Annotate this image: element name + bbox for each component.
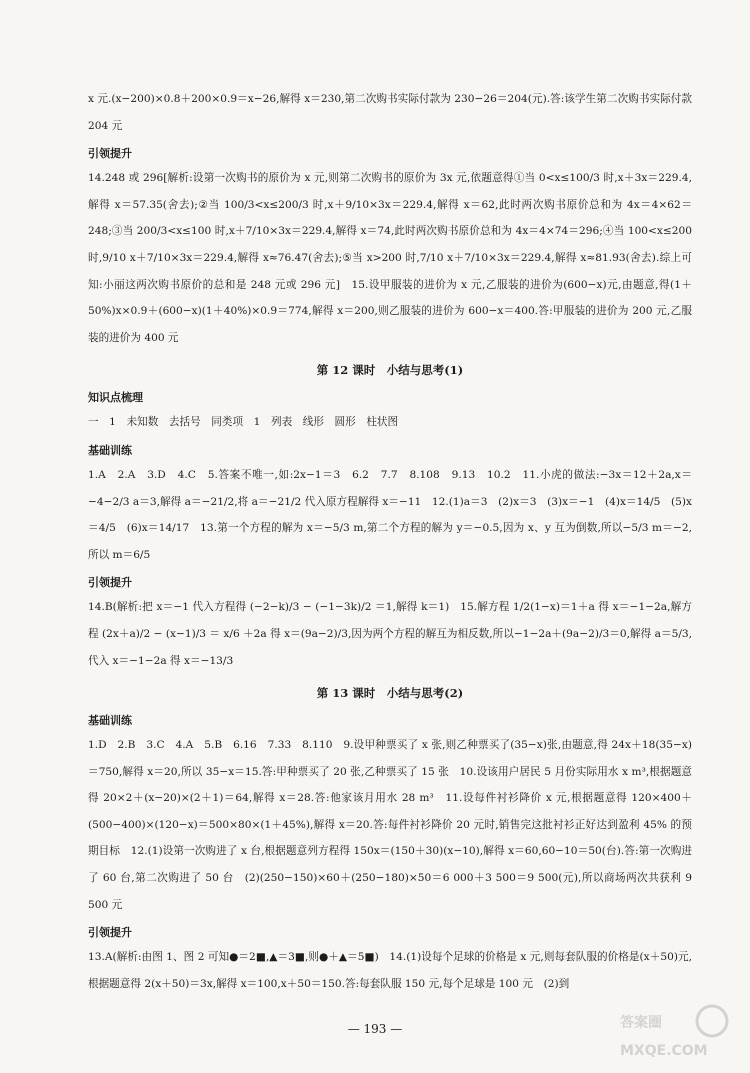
page-number: — 193 — [347, 1022, 403, 1036]
lesson-13-title: 第 13 课时 小结与思考(2) [316, 686, 464, 701]
section-heading-yinling-2: 引领提升 [88, 576, 132, 590]
jichu-answers-lesson13: 1.D 2.B 3.C 4.A 5.B 6.16 7.33 8.110 9.设甲种票买了 x 张,则乙种票买了(35−x)张,由题意,得 24x＋18(35−x)＝750,解得 x＝20,所以 35−x＝15.答:甲种票买了 20 张,乙种票买了 15 张 10.设该用户居民 5 月份实际用水 x m³,根据题意得 20×2＋(x−20)×(2＋1)＝64,解得 x＝28.答:他家该月用水 28 m³ 11.设每件衬衫降价 x 元,根据题意得 120×400＋(500−400)×(120−x)＝500×80×(1＋45%),解得 x＝20.答:每件衬衫降价 20 元时,销售完这批衬衫正好达到盈利 45% 的预期目标 12.(1)设第一次购进了 x 台,根据题意列方程得 150x＝(150＋30)(x−10),解得 x＝60,60−10＝50(台).答:第一次购进了 60 台,第二次购进了 50 台 (2)(250−150)×60＋(250−180)×50＝6 000＋3 500＝9 500(元),所以商场两次共获利 9 500 元 [88, 739, 692, 911]
section-heading-yinling-3: 引领提升 [88, 926, 132, 940]
section-heading-jichu-1: 基础训练 [88, 443, 132, 457]
answer-paragraph-14-15: 14.248 或 296[解析:设第一次购书的原价为 x 元,则第二次购书的原价为 3x 元,依题意得①当 0<x≤100/3 时,x＋3x＝229.4,解得 x＝57.35(舍去);②当 100/3<x≤200/3 时,x＋9/10×3x＝229.4,解得 x＝62,此时两次购书原价总和为 4x＝4×62＝248;③当 200/3<x≤100 时,x＋7/10×3x＝229.4,解得 x＝74,此时两次购书原价总和为 4x＝4×74＝296;④当 100<x≤200 时,9/10 x＋7/10×3x＝229.4,解得 x≈76.47(舍去);⑤当 x>200 时,7/10 x＋7/10×3x＝229.4,解得 x≈81.93(舍去).综上可知:小丽这两次购书原价的总和是 248 元或 296 元] 15.设甲服装的进价为 x 元,乙服装的进价为(600−x)元,由题意,得(1＋50%)x×0.9＋(600−x)(1＋40%)×0.9＝774,解得 x＝200,则乙服装的进价为 600−x＝400.答:甲服装的进价为 200 元,乙服装的进价为 400 元 [88, 172, 692, 344]
section-heading-jichu-2: 基础训练 [88, 714, 132, 728]
watermark-logo [616, 1001, 736, 1063]
watermark-line1: 答案圈 [620, 1015, 662, 1031]
watermark-line2: MXQE.COM [620, 1043, 708, 1059]
section-heading-zhishidian: 知识点梳理 [88, 391, 143, 405]
answer-paragraph-top: x 元.(x−200)×0.8＋200×0.9＝x−26,解得 x＝230,第二次购书实际付款为 230−26＝204(元).答:该学生第二次购书实际付款 204 元 [88, 93, 692, 132]
page-content [88, 86, 692, 997]
section-heading-yinling-1: 引领提升 [88, 147, 132, 161]
jichu-answers-lesson12: 1.A 2.A 3.D 4.C 5.答案不唯一,如:2x−1＝3 6.2 7.7 8.108 9.13 10.2 11.小虎的做法:−3x＝12＋2a,x＝−4−2/3 a＝3,解得 a＝−21/2,将 a＝−21/2 代入原方程解得 x＝−11 12.(1)a＝3 (2)x＝3 (3)x＝−1 (4)x＝14/5 (5)x＝4/5 (6)x＝14/17 13.第一个方程的解为 x＝−5/3 m,第二个方程的解为 y＝−0.5,因为 x、y 互为倒数,所以−5/3 m＝−2,所以 m＝6/5 [88, 468, 692, 561]
yinling-answers-lesson12: 14.B(解析:把 x＝−1 代入方程得 (−2−k)/3 − (−1−3k)/2 ＝1,解得 k＝1) 15.解方程 1/2(1−x)＝1＋a 得 x＝−1−2a,解方程 (2x＋a)/2 − (x−1)/3 ＝ x/6 ＋2a 得 x＝(9a−2)/3,因为两个方程的解互为相反数,所以−1−2a＋(9a−2)/3＝0,解得 a＝5/3,代入 x＝−1−2a 得 x＝−13/3 [88, 601, 692, 667]
zhishidian-answers: 一 1 未知数 去括号 同类项 1 列表 线形 圆形 柱状图 [88, 416, 399, 429]
yinling-answers-lesson13: 13.A(解析:由图 1、图 2 可知●＝2■,▲＝3■,则●＋▲＝5■) 14.(1)设每个足球的价格是 x 元,则每套队服的价格是(x＋50)元,根据题意得 2(x＋50)＝3x,解得 x＝100,x＋50＝150.答:每套队服 150 元,每个足球是 100 元 (2)到 [88, 951, 692, 990]
lesson-12-title: 第 12 课时 小结与思考(1) [316, 363, 464, 378]
